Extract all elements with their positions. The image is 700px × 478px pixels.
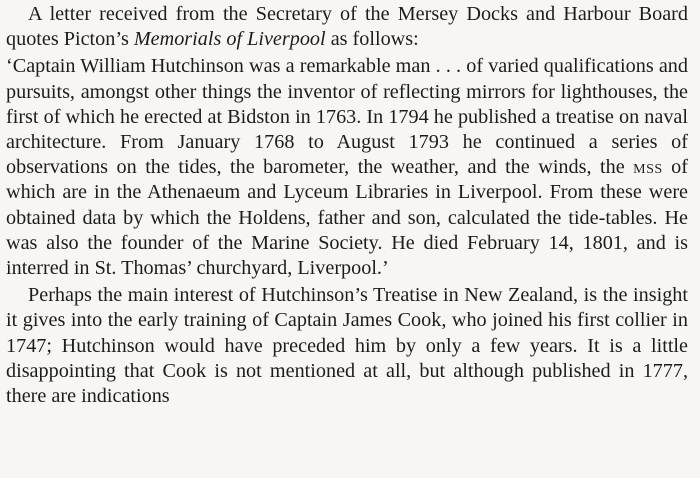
intro-paragraph: [6, 2, 688, 52]
quote-text-1: ‘Captain William Hutchinson was a remarkable man . . . of varied qualifications and pursuits, amongst other things the inventor of reflecting mirrors for lighthouses, the first of which he erected at Bidston in 1763. In 1794 he published a treatise on naval architecture. From January 1768 to August 1793 he continued a series of observations on the tides, the barometer, the weather, and the winds, the: [6, 55, 688, 179]
intro-text-2: as follows:: [325, 28, 419, 51]
intro-text-1: A letter received from the Secretary of the Mersey Docks and Harbour Board quotes Picton’s: [6, 3, 688, 51]
quote-paragraph: [6, 54, 688, 281]
discussion-paragraph: [6, 283, 688, 409]
manuscripts-abbrev: mss: [633, 156, 663, 179]
book-title: Memorials of Liverpool: [133, 28, 326, 51]
discussion-text: Perhaps the main interest of Hutchinson’s Treatise in New Zealand, is the insight it gives into the early training of Captain James Cook, who joined his first collier in 1747; Hutchinson would have preceded him by only a few years. It is a little disappointing that Cook is not mentioned at all, but although published in 1777, there are indications: [6, 284, 688, 408]
quote-text-2: of which are in the Athenaeum and Lyceum Libraries in Liverpool. From these were obtained data by which the Holdens, father and son, calculated the tide-tables. He was also the founder of the Marine Society. He died February 14, 1801, and is interred in St. Thomas’ churchyard, Liverpool.’: [6, 156, 688, 280]
